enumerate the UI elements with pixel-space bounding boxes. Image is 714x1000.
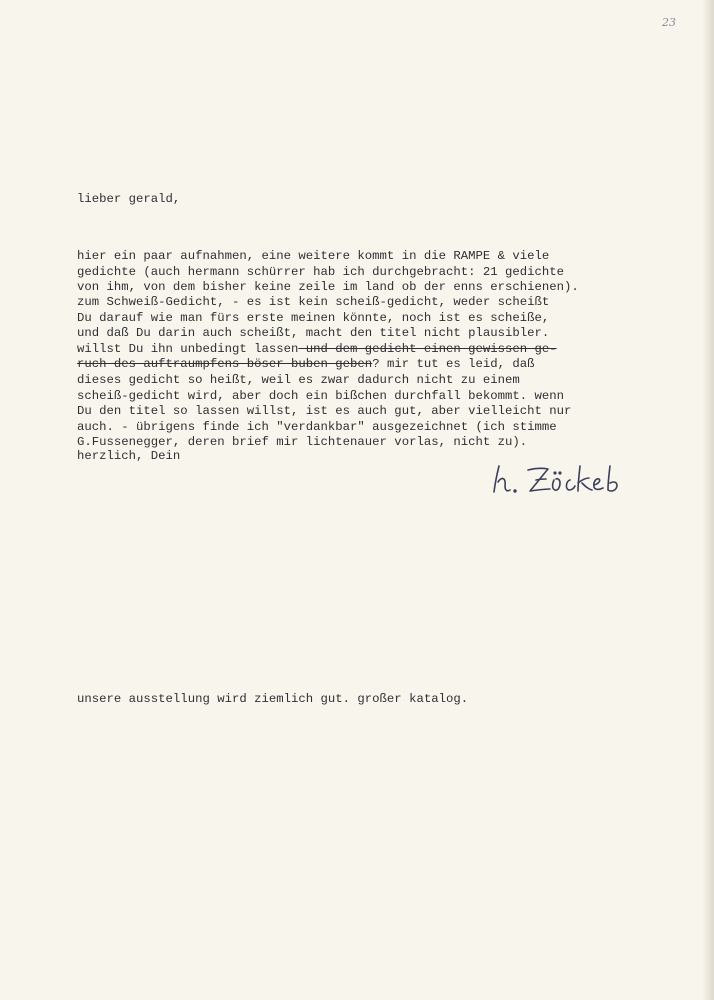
handwritten-signature xyxy=(488,462,638,498)
paragraph-2-line: auch. - übrigens finde ich "verdankbar" ausgezeichnet (ich stimme xyxy=(77,419,557,434)
page-number: 23 xyxy=(662,16,676,29)
paragraph-2-line: Du darauf wie man fürs erste meinen könnte, noch ist es scheiße, xyxy=(77,310,550,325)
paragraph-2-line: zum Schweiß-Gedicht, - es ist kein scheiß-gedicht, weder scheißt xyxy=(77,295,550,309)
paragraph-1 xyxy=(77,249,579,296)
paper-edge-shadow xyxy=(702,0,714,1000)
closing: herzlich, Dein xyxy=(77,449,181,463)
paragraph-1-line: hier ein paar aufnahmen, eine weitere kommt in die RAMPE & viele xyxy=(77,249,550,263)
salutation: lieber gerald, xyxy=(77,192,181,206)
paragraph-2-line xyxy=(77,357,571,373)
kept-text: ? mir tut es leid, daß xyxy=(372,357,535,372)
paragraph-2-line: scheiß-gedicht wird, aber doch ein bißchen durchfall bekommt. wenn xyxy=(77,388,565,403)
paragraph-1-line: von ihm, von dem bisher keine zeile im land ob der enns erschienen). xyxy=(77,280,579,295)
struck-text: und dem gedicht einen gewissen ge- xyxy=(298,341,557,356)
paragraph-2 xyxy=(77,295,571,451)
paragraph-2-line: und daß Du darin auch scheißt, macht den titel nicht plausibler. xyxy=(77,326,550,341)
struck-text: ruch des auftraumpfens böser buben geben xyxy=(77,357,373,372)
kept-text: willst Du ihn unbedingt lassen xyxy=(77,341,299,356)
paragraph-2-line: G.Fussenegger, deren brief mir lichtenauer vorlas, nicht zu). xyxy=(77,435,528,450)
paragraph-2-line: dieses gedicht so heißt, weil es zwar dadurch nicht zu einem xyxy=(77,372,520,387)
postscript: unsere ausstellung wird ziemlich gut. großer katalog. xyxy=(77,692,469,706)
paragraph-2-line: Du den titel so lassen willst, ist es auch gut, aber vielleicht nur xyxy=(77,404,572,419)
paragraph-2-line xyxy=(77,342,571,358)
paragraph-1-line: gedichte (auch hermann schürrer hab ich durchgebracht: 21 gedichte xyxy=(77,264,565,279)
